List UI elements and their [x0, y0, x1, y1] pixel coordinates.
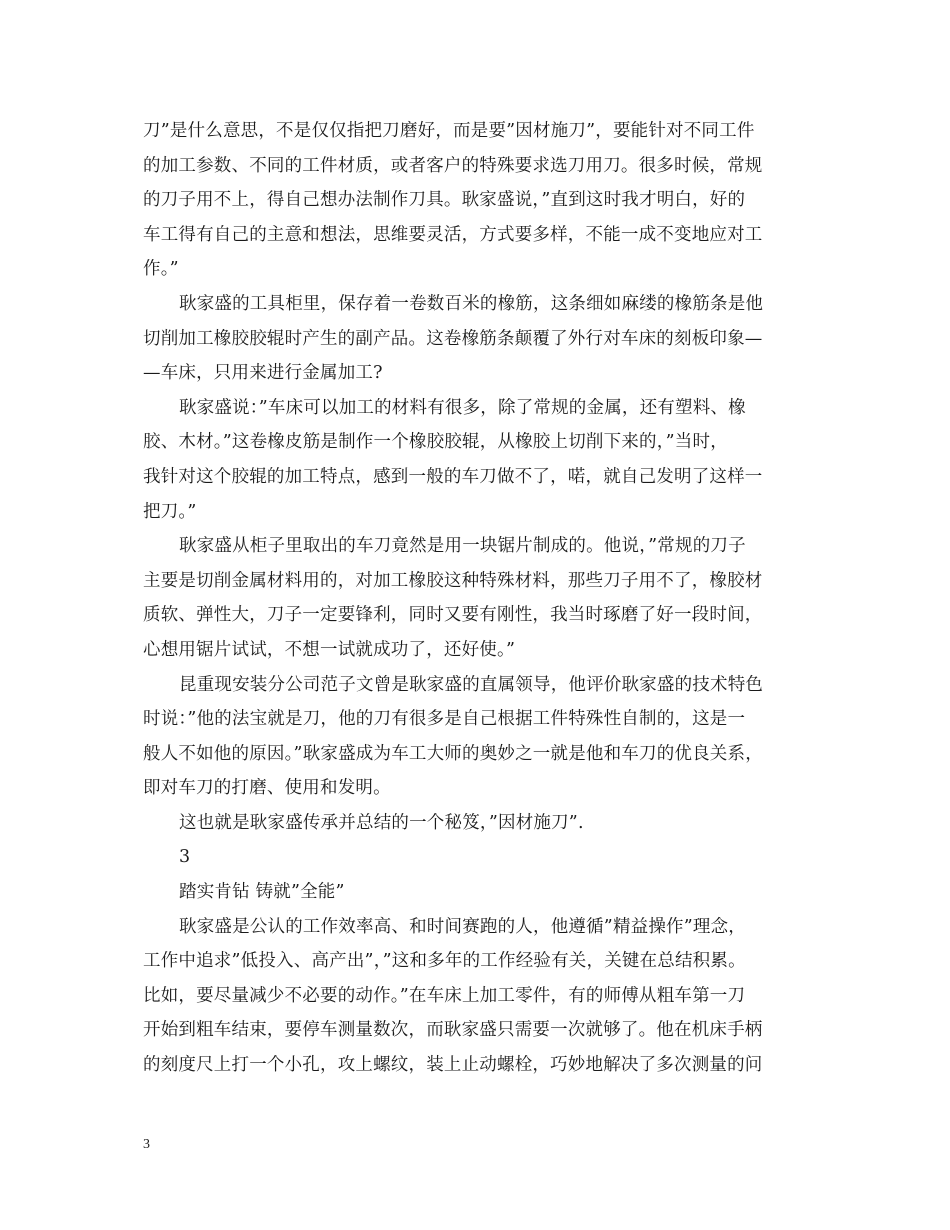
text-line: 般人不如他的原因。”耿家盛成为车工大师的奥妙之一就是他和车刀的优良关系，: [143, 743, 763, 764]
text-line: 工作中追求”低投入、高产出”，”这和多年的工作经验有关，关键在总结积累。: [143, 951, 746, 972]
text-line: 耿家盛说：”车床可以加工的材料有很多，除了常规的金属，还有塑料、橡: [179, 397, 746, 418]
text-line: 的刻度尺上打一个小孔，攻上螺纹，装上止动螺栓，巧妙地解决了多次测量的问: [143, 1055, 763, 1076]
text-line: 的刀子用不上，得自己想办法制作刀具。耿家盛说，”直到这时我才明白，好的: [143, 190, 746, 211]
text-line: 的加工参数、不同的工件材质，或者客户的特殊要求选刀用刀。很多时候，常规: [143, 155, 763, 176]
text-line: 作。”: [143, 259, 179, 280]
text-line: 耿家盛是公认的工作效率高、和时间赛跑的人，他遵循”精益操作”理念，: [179, 916, 746, 937]
text-line: 耿家盛的工具柜里，保存着一卷数百米的橡筋，这条细如麻缕的橡筋条是他: [179, 293, 764, 314]
text-line: 切削加工橡胶胶辊时产生的副产品。这卷橡筋条颠覆了外行对车床的刻板印象—: [143, 328, 763, 349]
text-line: 主要是切削金属材料用的，对加工橡胶这种特殊材料，那些刀子用不了，橡胶材: [143, 570, 763, 591]
text-line: 3: [179, 847, 191, 868]
text-line: 胶、木材。”这卷橡皮筋是制作一个橡胶胶辊，从橡胶上切削下来的，”当时，: [143, 432, 728, 453]
text-line: 比如，要尽量减少不必要的动作。”在车床上加工零件，有的师傅从粗车第一刀: [143, 985, 746, 1006]
page-number: 3: [143, 1137, 150, 1152]
document-body: [143, 114, 815, 1083]
text-line: 我针对这个胶辊的加工特点，感到一般的车刀做不了，喏，就自己发明了这样一: [143, 466, 763, 487]
text-line: 心想用锯片试试，不想一试就成功了，还好使。”: [143, 639, 516, 660]
text-line: 昆重现安装分公司范子文曾是耿家盛的直属领导，他评价耿家盛的技术特色: [179, 674, 764, 695]
text-line: 开始到粗车结束，要停车测量数次，而耿家盛只需要一次就够了。他在机床手柄: [143, 1020, 763, 1041]
text-line: —车床，只用来进行金属加工?: [143, 363, 383, 384]
text-line: 质软、弹性大，刀子一定要锋利，同时又要有刚性，我当时琢磨了好一段时间，: [143, 605, 763, 626]
text-line: 耿家盛从柜子里取出的车刀竟然是用一块锯片制成的。他说，”常规的刀子: [179, 536, 746, 557]
text-line: 这也就是耿家盛传承并总结的一个秘笈，”因材施刀”.: [179, 812, 584, 833]
text-line: 踏实肯钻 铸就”全能”: [179, 882, 345, 903]
text-line: 时说：”他的法宝就是刀，他的刀有很多是自己根据工件特殊性自制的，这是一: [143, 709, 746, 730]
text-line: 即对车刀的打磨、使用和发明。: [143, 778, 391, 799]
text-line: 刀”是什么意思，不是仅仅指把刀磨好，而是要”因材施刀”，要能针对不同工件: [143, 121, 755, 141]
text-line: 把刀。”: [143, 501, 197, 522]
text-line: 车工得有自己的主意和想法，思维要灵活，方式要多样，不能一成不变地应对工: [143, 224, 763, 245]
